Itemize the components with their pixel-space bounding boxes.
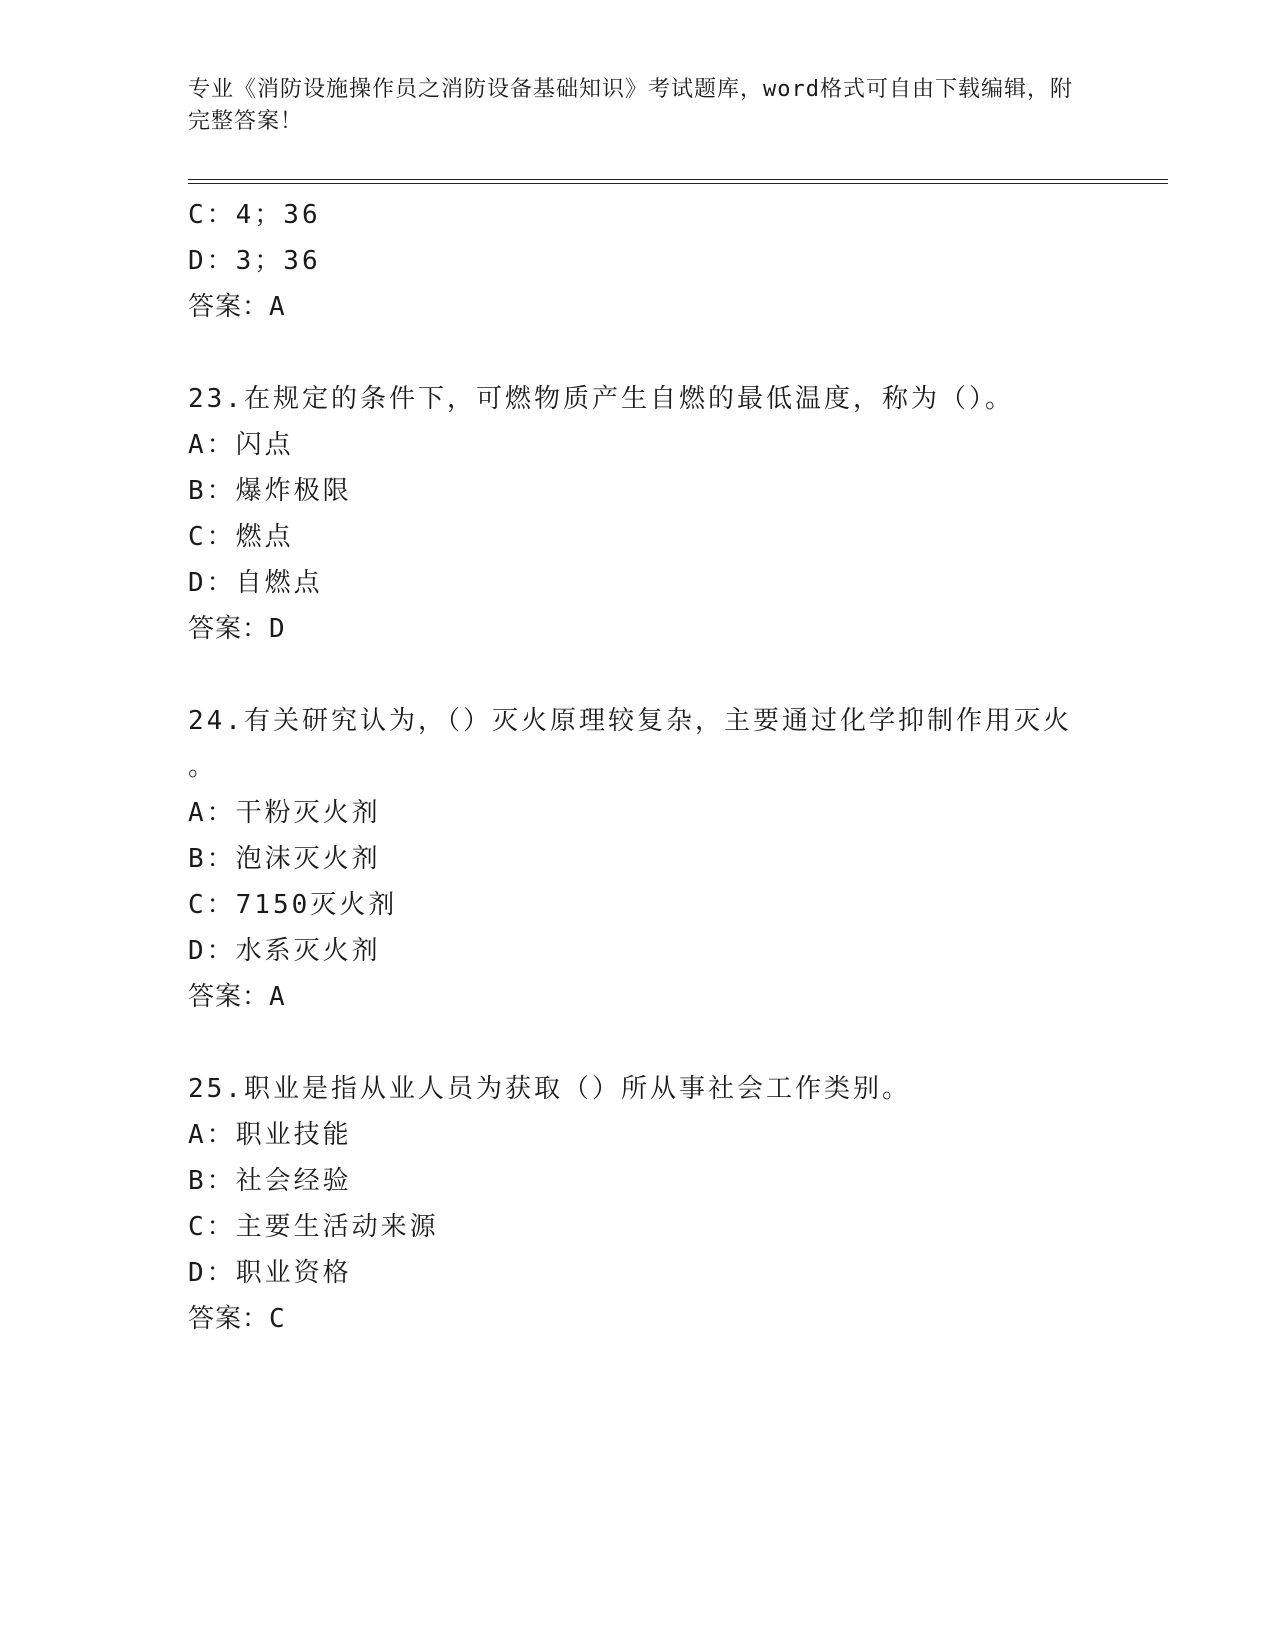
header-divider-top: [188, 179, 1168, 180]
spacer: [188, 652, 1088, 698]
header-text: 专业《消防设施操作员之消防设备基础知识》考试题库，word格式可自由下载编辑，附完整答案！: [188, 77, 1073, 134]
question-block-24: [188, 698, 1088, 1020]
question-stem: 25.职业是指从业人员为获取（）所从事社会工作类别。: [188, 1074, 911, 1104]
option-a: A：职业技能: [188, 1120, 352, 1150]
option-c: C：7150灭火剂: [188, 890, 398, 920]
question-stem-continuation: 。: [188, 752, 218, 782]
option-b: B：泡沫灭火剂: [188, 844, 381, 874]
answer: 答案：C: [188, 1304, 286, 1334]
option-a: A：干粉灭火剂: [188, 798, 381, 828]
question-block-23: [188, 376, 1088, 652]
spacer: [188, 1020, 1088, 1066]
document-header: [188, 74, 1088, 138]
option-b: B：爆炸极限: [188, 476, 352, 506]
answer: 答案：A: [188, 292, 286, 322]
spacer: [188, 330, 1088, 376]
option-d: D：3；36: [188, 246, 321, 276]
header-divider-bottom: [188, 183, 1168, 184]
answer: 答案：D: [188, 614, 286, 644]
option-d: D：职业资格: [188, 1258, 352, 1288]
question-list: [188, 192, 1088, 1342]
option-b: B：社会经验: [188, 1166, 352, 1196]
option-c: C：燃点: [188, 522, 294, 552]
option-a: A：闪点: [188, 430, 294, 460]
option-c: C：4；36: [188, 200, 321, 230]
question-block-prev: [188, 192, 1088, 330]
option-d: D：自燃点: [188, 568, 323, 598]
question-stem: 23.在规定的条件下，可燃物质产生自燃的最低温度，称为（）。: [188, 384, 1014, 414]
question-block-25: [188, 1066, 1088, 1342]
option-c: C：主要生活动来源: [188, 1212, 439, 1242]
question-stem: 24.有关研究认为，（）灭火原理较复杂，主要通过化学抑制作用灭火: [188, 706, 1072, 736]
option-d: D：水系灭火剂: [188, 936, 381, 966]
answer: 答案：A: [188, 982, 286, 1012]
